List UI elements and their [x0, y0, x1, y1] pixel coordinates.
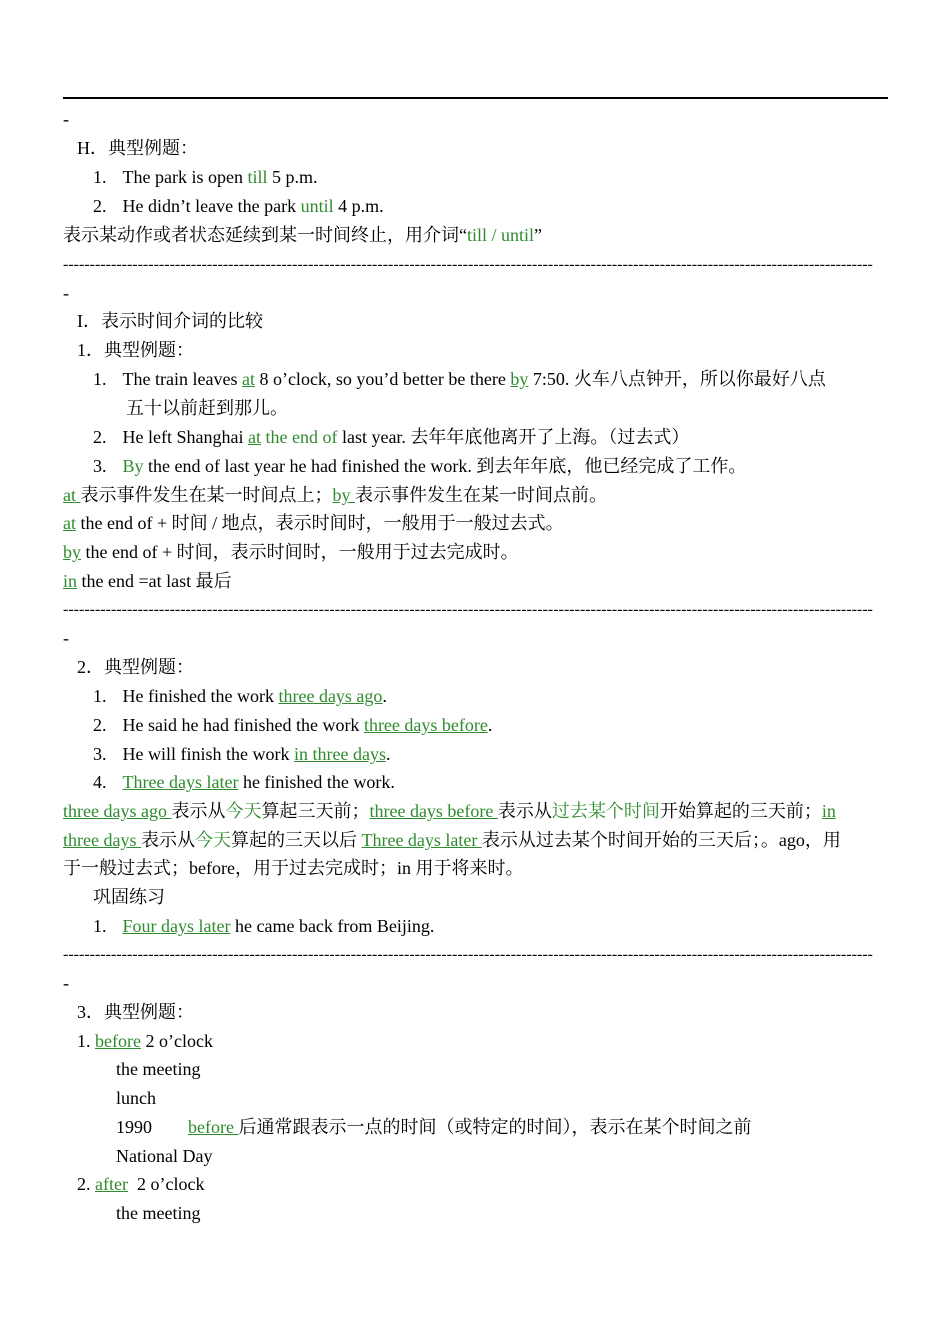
separator-line: --------------------------------------------------------------------------------------------------------------------------------------------------------	[63, 256, 873, 273]
s2-note-line-1: three days ago 表示从今天算起三天前；three days before 表示从过去某个时间开始算起的三天前；in	[63, 801, 836, 821]
before-item: National Day	[116, 1146, 213, 1166]
i-note-2: at the end of + 时间 / 地点，表示时间时，一般用于一般过去式。	[63, 513, 564, 533]
top-rule	[63, 97, 888, 99]
minus-marker: -	[63, 283, 69, 303]
s2-note-line-3: 于一般过去式；before，用于过去完成时；in 用于将来时。	[63, 858, 524, 878]
s2-example-1: 1. He finished the work three days ago.	[93, 686, 387, 706]
before-note: before 后通常跟表示一点的时间（或特定的时间），表示在某个时间之前	[188, 1117, 752, 1137]
section-i-heading: I．表示时间介词的比较	[77, 311, 263, 331]
section-h-heading: H．典型例题：	[77, 138, 198, 158]
h-example-1: 1. The park is open till 5 p.m.	[93, 167, 318, 187]
before-item: the meeting	[116, 1059, 201, 1079]
section-i-sub-heading: 1．典型例题：	[77, 340, 194, 360]
s2-note-line-2: three days 表示从今天算起的三天以后 Three days later 表示从过去某个时间开始的三天后；。ago，用	[63, 830, 841, 850]
before-item: 1990	[116, 1117, 152, 1137]
i-note-4: in the end =at last 最后	[63, 571, 232, 591]
practice-example-1: 1. Four days later he came back from Beijing.	[93, 916, 435, 936]
before-example: 1. before 2 o’clock	[77, 1031, 213, 1051]
h-example-2: 2. He didn’t leave the park until 4 p.m.	[93, 196, 384, 216]
minus-marker: -	[63, 109, 69, 129]
i-note-1: at 表示事件发生在某一时间点上；by 表示事件发生在某一时间点前。	[63, 485, 607, 505]
s2-example-3: 3. He will finish the work in three days.	[93, 744, 391, 764]
before-item: lunch	[116, 1088, 156, 1108]
practice-heading: 巩固练习	[93, 887, 165, 907]
separator-line: --------------------------------------------------------------------------------------------------------------------------------------------------------	[63, 601, 873, 618]
separator-line: --------------------------------------------------------------------------------------------------------------------------------------------------------	[63, 946, 873, 963]
i-example-1-cont: 五十以前赶到那儿。	[126, 398, 288, 418]
minus-marker: -	[63, 973, 69, 993]
i-example-1: 1. The train leaves at 8 o’clock, so you’d better be there by 7:50. 火车八点钟开，所以你最好八点	[93, 369, 826, 389]
h-note: 表示某动作或者状态延续到某一时间终止，用介词“till / until”	[63, 225, 543, 245]
i-example-2: 2. He left Shanghai at the end of last year. 去年年底他离开了上海。（过去式）	[93, 427, 690, 447]
s2-example-4: 4. Three days later he finished the work.	[93, 772, 395, 792]
section-3-heading: 3．典型例题：	[77, 1002, 194, 1022]
after-example: 2. after 2 o’clock	[77, 1174, 205, 1194]
section-2-heading: 2．典型例题：	[77, 657, 194, 677]
minus-marker: -	[63, 628, 69, 648]
after-item: the meeting	[116, 1203, 201, 1223]
i-example-3: 3. By the end of last year he had finished the work. 到去年年底，他已经完成了工作。	[93, 456, 747, 476]
s2-example-2: 2. He said he had finished the work three days before.	[93, 715, 493, 735]
i-note-3: by the end of + 时间，表示时间时，一般用于过去完成时。	[63, 542, 519, 562]
